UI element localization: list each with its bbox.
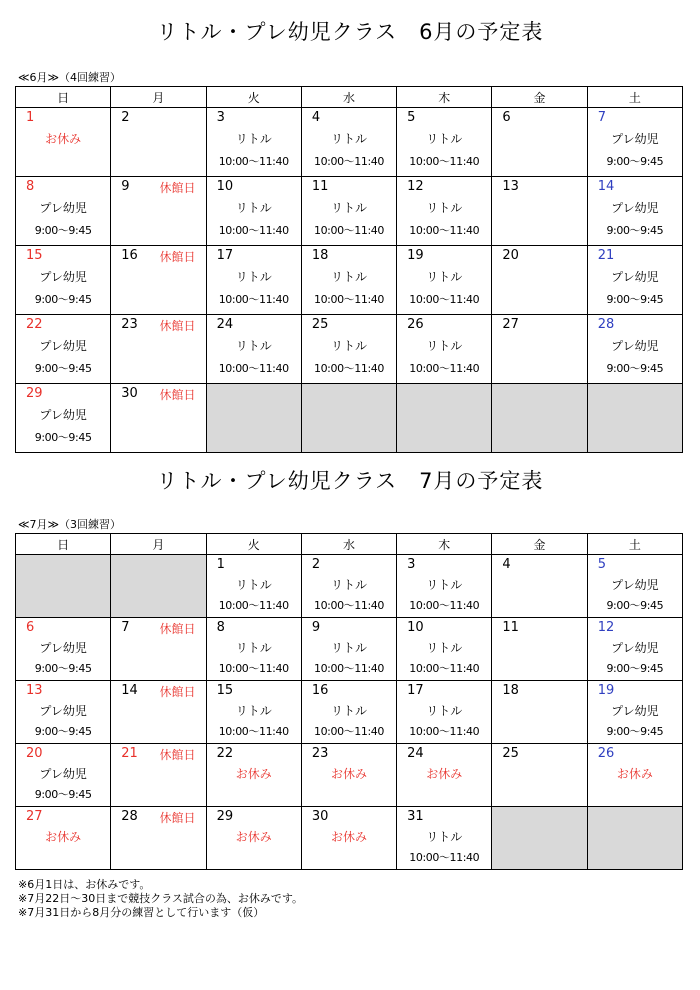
class-name-label: プレ幼児 bbox=[611, 132, 659, 146]
day-number: 23 bbox=[311, 746, 329, 761]
day-number: 14 bbox=[597, 179, 615, 194]
day-number: 19 bbox=[407, 248, 424, 263]
class-time-label: 10:00～11:40 bbox=[218, 293, 289, 306]
week-row bbox=[16, 315, 683, 384]
class-name-label: リトル bbox=[426, 339, 463, 353]
day-number: 22 bbox=[26, 317, 43, 332]
week-row bbox=[16, 618, 683, 681]
week-row bbox=[16, 681, 683, 744]
day-number: 1 bbox=[216, 557, 225, 572]
day-cell bbox=[206, 177, 301, 246]
day-cell bbox=[206, 555, 301, 618]
weekday-sat: 土 bbox=[587, 534, 682, 555]
day-number: 5 bbox=[407, 110, 416, 125]
empty-day-cell bbox=[16, 555, 111, 618]
day-cell bbox=[397, 681, 492, 744]
day-cell bbox=[492, 177, 587, 246]
weekday-header-row bbox=[16, 87, 683, 108]
day-number: 11 bbox=[311, 179, 329, 194]
day-cell bbox=[587, 681, 682, 744]
class-name-label: リトル bbox=[235, 641, 272, 655]
day-cell bbox=[16, 744, 111, 807]
day-cell bbox=[111, 618, 206, 681]
day-number: 8 bbox=[26, 179, 35, 194]
day-number: 28 bbox=[597, 317, 615, 332]
day-cell bbox=[492, 681, 587, 744]
class-time-label: 10:00～11:40 bbox=[218, 362, 289, 375]
june-title: リトル・プレ幼児クラス 6月の予定表 bbox=[156, 20, 544, 44]
closed-day-label: 休館日 bbox=[159, 250, 196, 264]
day-cell bbox=[111, 681, 206, 744]
empty-day-cell bbox=[301, 384, 396, 453]
class-time-label: 10:00～11:40 bbox=[313, 224, 384, 237]
day-cell bbox=[492, 246, 587, 315]
day-cell bbox=[16, 315, 111, 384]
class-name-label: リトル bbox=[235, 704, 272, 718]
day-off-label: お休み bbox=[235, 830, 272, 844]
class-time-label: 10:00～11:40 bbox=[313, 599, 384, 612]
closed-day-label: 休館日 bbox=[159, 748, 196, 762]
day-off-label: お休み bbox=[45, 132, 82, 146]
day-cell bbox=[301, 315, 396, 384]
class-time-label: 10:00～11:40 bbox=[409, 662, 480, 675]
day-number: 30 bbox=[121, 386, 138, 401]
class-time-label: 10:00～11:40 bbox=[409, 851, 480, 864]
closed-day-label: 休館日 bbox=[159, 622, 196, 636]
class-time-label: 9:00～9:45 bbox=[606, 662, 664, 675]
day-number: 30 bbox=[311, 809, 329, 824]
day-number: 13 bbox=[26, 683, 43, 698]
note-line: ※6月1日は、お休みです。 bbox=[18, 878, 151, 891]
week-row bbox=[16, 246, 683, 315]
class-time-label: 10:00～11:40 bbox=[218, 662, 289, 675]
class-name-label: プレ幼児 bbox=[611, 270, 659, 284]
closed-day-label: 休館日 bbox=[159, 685, 196, 699]
day-number: 8 bbox=[216, 620, 225, 635]
day-cell bbox=[587, 744, 682, 807]
day-number: 26 bbox=[597, 746, 615, 761]
day-cell bbox=[397, 177, 492, 246]
day-number: 27 bbox=[26, 809, 43, 824]
class-name-label: プレ幼児 bbox=[39, 201, 87, 215]
week-row bbox=[16, 384, 683, 453]
day-number: 16 bbox=[121, 248, 138, 263]
day-cell bbox=[587, 315, 682, 384]
class-name-label: リトル bbox=[235, 132, 272, 146]
day-off-label: お休み bbox=[330, 830, 367, 844]
day-number: 6 bbox=[502, 110, 511, 125]
weekday-thu: 木 bbox=[397, 534, 492, 555]
class-name-label: プレ幼児 bbox=[611, 201, 659, 215]
class-name-label: プレ幼児 bbox=[39, 339, 87, 353]
day-cell bbox=[16, 177, 111, 246]
class-time-label: 9:00～9:45 bbox=[606, 362, 664, 375]
class-name-label: リトル bbox=[426, 830, 463, 844]
day-cell bbox=[587, 618, 682, 681]
day-number: 10 bbox=[407, 620, 424, 635]
day-cell bbox=[16, 807, 111, 870]
weekday-sat: 土 bbox=[587, 87, 682, 108]
class-name-label: リトル bbox=[426, 201, 463, 215]
class-name-label: リトル bbox=[426, 270, 463, 284]
day-cell bbox=[301, 807, 396, 870]
day-number: 29 bbox=[26, 386, 43, 401]
weekday-tue: 火 bbox=[206, 534, 301, 555]
class-name-label: リトル bbox=[426, 578, 463, 592]
day-cell bbox=[301, 177, 396, 246]
class-name-label: リトル bbox=[330, 578, 367, 592]
weekday-tue: 火 bbox=[206, 87, 301, 108]
day-cell bbox=[111, 177, 206, 246]
day-cell bbox=[492, 315, 587, 384]
class-name-label: リトル bbox=[330, 339, 367, 353]
weekday-wed: 水 bbox=[301, 87, 396, 108]
class-time-label: 9:00～9:45 bbox=[606, 155, 664, 168]
class-time-label: 9:00～9:45 bbox=[34, 662, 92, 675]
day-number: 25 bbox=[502, 746, 519, 761]
day-number: 5 bbox=[597, 557, 606, 572]
weekday-fri: 金 bbox=[492, 534, 587, 555]
day-number: 9 bbox=[121, 179, 130, 194]
closed-day-label: 休館日 bbox=[159, 319, 196, 333]
closed-day-label: 休館日 bbox=[159, 388, 196, 402]
day-cell bbox=[301, 681, 396, 744]
class-time-label: 10:00～11:40 bbox=[313, 362, 384, 375]
day-number: 2 bbox=[121, 110, 130, 125]
day-cell bbox=[492, 618, 587, 681]
day-cell bbox=[206, 744, 301, 807]
day-number: 6 bbox=[26, 620, 35, 635]
day-number: 23 bbox=[121, 317, 138, 332]
class-time-label: 9:00～9:45 bbox=[34, 293, 92, 306]
class-name-label: プレ幼児 bbox=[39, 408, 87, 422]
closed-day-label: 休館日 bbox=[159, 811, 196, 825]
day-number: 2 bbox=[311, 557, 321, 572]
day-number: 7 bbox=[597, 110, 606, 125]
day-cell bbox=[397, 807, 492, 870]
class-time-label: 10:00～11:40 bbox=[313, 662, 384, 675]
day-number: 10 bbox=[216, 179, 234, 194]
weekday-mon: 月 bbox=[111, 87, 206, 108]
day-number: 7 bbox=[121, 620, 130, 635]
class-time-label: 10:00～11:40 bbox=[409, 224, 480, 237]
day-cell bbox=[397, 315, 492, 384]
day-cell bbox=[397, 744, 492, 807]
class-name-label: リトル bbox=[426, 704, 463, 718]
class-name-label: リトル bbox=[330, 641, 367, 655]
empty-day-cell bbox=[587, 384, 682, 453]
week-row bbox=[16, 807, 683, 870]
class-name-label: プレ幼児 bbox=[39, 767, 87, 781]
day-cell bbox=[301, 744, 396, 807]
day-off-label: お休み bbox=[616, 767, 653, 781]
class-name-label: リトル bbox=[235, 201, 272, 215]
day-cell bbox=[397, 246, 492, 315]
empty-day-cell bbox=[587, 807, 682, 870]
notes bbox=[18, 878, 303, 920]
week-row bbox=[16, 744, 683, 807]
weekday-sun: 日 bbox=[16, 534, 111, 555]
weekday-header-row bbox=[16, 534, 683, 555]
day-number: 20 bbox=[502, 248, 519, 263]
class-time-label: 10:00～11:40 bbox=[409, 599, 480, 612]
class-name-label: リトル bbox=[426, 641, 463, 655]
class-name-label: リトル bbox=[330, 201, 367, 215]
class-time-label: 9:00～9:45 bbox=[34, 725, 92, 738]
class-name-label: プレ幼児 bbox=[611, 704, 659, 718]
day-off-label: お休み bbox=[45, 830, 82, 844]
day-number: 20 bbox=[26, 746, 43, 761]
day-cell bbox=[397, 555, 492, 618]
day-number: 28 bbox=[121, 809, 138, 824]
day-number: 29 bbox=[216, 809, 234, 824]
day-number: 14 bbox=[121, 683, 138, 698]
empty-day-cell bbox=[397, 384, 492, 453]
class-name-label: プレ幼児 bbox=[39, 704, 87, 718]
day-cell bbox=[16, 681, 111, 744]
day-number: 18 bbox=[502, 683, 519, 698]
class-time-label: 10:00～11:40 bbox=[409, 362, 480, 375]
day-cell bbox=[111, 807, 206, 870]
day-cell bbox=[206, 807, 301, 870]
day-cell bbox=[206, 108, 301, 177]
weekday-wed: 水 bbox=[301, 534, 396, 555]
class-name-label: リトル bbox=[235, 578, 272, 592]
day-number: 17 bbox=[216, 248, 234, 263]
day-number: 11 bbox=[502, 620, 519, 635]
day-cell bbox=[16, 246, 111, 315]
class-time-label: 9:00～9:45 bbox=[34, 362, 92, 375]
day-number: 15 bbox=[216, 683, 234, 698]
july-title: リトル・プレ幼児クラス 7月の予定表 bbox=[156, 469, 544, 493]
class-name-label: リトル bbox=[330, 270, 367, 284]
week-row bbox=[16, 177, 683, 246]
day-cell bbox=[206, 681, 301, 744]
weekday-mon: 月 bbox=[111, 534, 206, 555]
class-time-label: 10:00～11:40 bbox=[218, 155, 289, 168]
day-cell bbox=[492, 744, 587, 807]
day-off-label: お休み bbox=[330, 767, 367, 781]
class-name-label: リトル bbox=[330, 132, 367, 146]
day-cell bbox=[301, 555, 396, 618]
day-number: 21 bbox=[121, 746, 138, 761]
class-name-label: プレ幼児 bbox=[611, 578, 659, 592]
day-cell bbox=[206, 618, 301, 681]
day-cell bbox=[587, 555, 682, 618]
class-time-label: 10:00～11:40 bbox=[409, 155, 480, 168]
day-cell bbox=[492, 555, 587, 618]
weekday-fri: 金 bbox=[492, 87, 587, 108]
day-cell bbox=[301, 618, 396, 681]
day-number: 27 bbox=[502, 317, 519, 332]
empty-day-cell bbox=[111, 555, 206, 618]
week-row bbox=[16, 108, 683, 177]
day-cell bbox=[16, 618, 111, 681]
day-number: 24 bbox=[216, 317, 234, 332]
day-number: 12 bbox=[597, 620, 615, 635]
class-time-label: 9:00～9:45 bbox=[606, 599, 664, 612]
closed-day-label: 休館日 bbox=[159, 181, 196, 195]
class-time-label: 10:00～11:40 bbox=[409, 293, 480, 306]
day-cell bbox=[587, 108, 682, 177]
day-number: 3 bbox=[216, 110, 225, 125]
day-number: 19 bbox=[597, 683, 615, 698]
empty-day-cell bbox=[492, 807, 587, 870]
day-number: 4 bbox=[311, 110, 321, 125]
day-cell bbox=[206, 315, 301, 384]
day-number: 3 bbox=[407, 557, 416, 572]
day-cell bbox=[111, 384, 206, 453]
class-time-label: 9:00～9:45 bbox=[606, 293, 664, 306]
class-name-label: リトル bbox=[330, 704, 367, 718]
day-cell bbox=[397, 108, 492, 177]
day-cell bbox=[492, 108, 587, 177]
day-cell bbox=[111, 246, 206, 315]
class-time-label: 9:00～9:45 bbox=[34, 788, 92, 801]
day-number: 12 bbox=[407, 179, 424, 194]
day-cell bbox=[301, 108, 396, 177]
class-name-label: プレ幼児 bbox=[611, 641, 659, 655]
class-time-label: 10:00～11:40 bbox=[218, 725, 289, 738]
day-cell bbox=[397, 618, 492, 681]
day-cell bbox=[111, 108, 206, 177]
note-line: ※7月31日から8月分の練習として行います（仮） bbox=[18, 906, 265, 919]
class-time-label: 9:00～9:45 bbox=[606, 224, 664, 237]
class-time-label: 9:00～9:45 bbox=[606, 725, 664, 738]
june-subtitle: ≪6月≫（4回練習） bbox=[18, 71, 122, 84]
day-cell bbox=[587, 246, 682, 315]
class-time-label: 10:00～11:40 bbox=[313, 155, 384, 168]
class-name-label: リトル bbox=[235, 339, 272, 353]
day-cell bbox=[16, 108, 111, 177]
day-cell bbox=[587, 177, 682, 246]
day-cell bbox=[301, 246, 396, 315]
class-time-label: 10:00～11:40 bbox=[218, 599, 289, 612]
note-line: ※7月22日～30日まで競技クラス試合の為、お休みです。 bbox=[18, 892, 303, 905]
july-calendar bbox=[15, 533, 683, 870]
class-name-label: プレ幼児 bbox=[39, 641, 87, 655]
day-off-label: お休み bbox=[235, 767, 272, 781]
weekday-sun: 日 bbox=[16, 87, 111, 108]
day-number: 18 bbox=[311, 248, 329, 263]
class-time-label: 10:00～11:40 bbox=[409, 725, 480, 738]
class-time-label: 10:00～11:40 bbox=[313, 293, 384, 306]
day-cell bbox=[16, 384, 111, 453]
day-number: 1 bbox=[26, 110, 35, 125]
class-time-label: 10:00～11:40 bbox=[313, 725, 384, 738]
day-number: 21 bbox=[597, 248, 615, 263]
week-row bbox=[16, 555, 683, 618]
day-number: 31 bbox=[407, 809, 424, 824]
day-number: 4 bbox=[502, 557, 511, 572]
day-number: 9 bbox=[311, 620, 321, 635]
day-number: 16 bbox=[311, 683, 329, 698]
class-time-label: 10:00～11:40 bbox=[218, 224, 289, 237]
day-number: 25 bbox=[311, 317, 329, 332]
day-number: 13 bbox=[502, 179, 519, 194]
day-cell bbox=[111, 315, 206, 384]
day-number: 26 bbox=[407, 317, 424, 332]
day-number: 17 bbox=[407, 683, 424, 698]
day-number: 24 bbox=[407, 746, 424, 761]
class-name-label: リトル bbox=[235, 270, 272, 284]
class-time-label: 9:00～9:45 bbox=[34, 431, 92, 444]
july-subtitle: ≪7月≫（3回練習） bbox=[18, 518, 122, 531]
june-calendar bbox=[15, 86, 683, 453]
class-name-label: リトル bbox=[426, 132, 463, 146]
class-time-label: 9:00～9:45 bbox=[34, 224, 92, 237]
day-number: 22 bbox=[216, 746, 234, 761]
weekday-thu: 木 bbox=[397, 87, 492, 108]
class-name-label: プレ幼児 bbox=[611, 339, 659, 353]
day-number: 15 bbox=[26, 248, 43, 263]
class-name-label: プレ幼児 bbox=[39, 270, 87, 284]
day-cell bbox=[111, 744, 206, 807]
day-cell bbox=[206, 246, 301, 315]
empty-day-cell bbox=[206, 384, 301, 453]
empty-day-cell bbox=[492, 384, 587, 453]
day-off-label: お休み bbox=[426, 767, 463, 781]
